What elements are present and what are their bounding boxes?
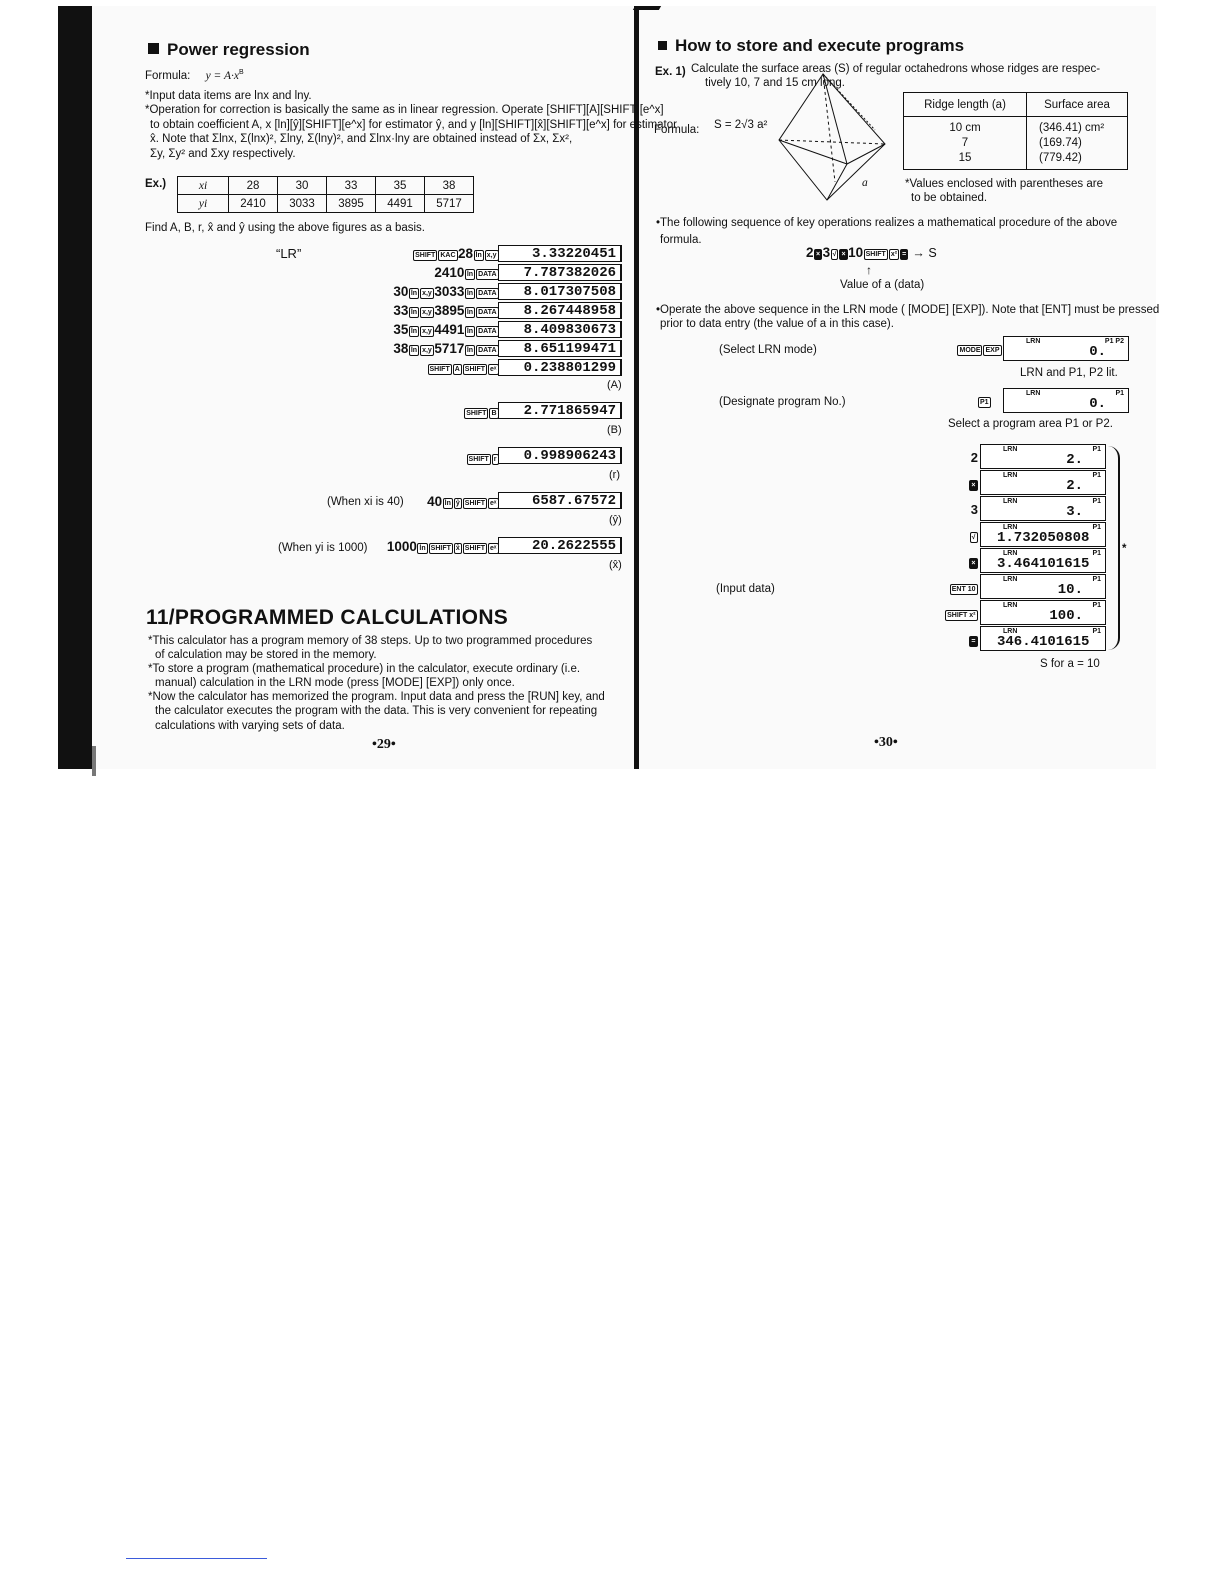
key-sequence-3: 30 ln x,y 3033 ln DATA bbox=[393, 284, 497, 299]
note-correction-line-2: to obtain coefficient A, x [ln][ŷ][SHIFT][e^x] for estimator ŷ, and y [ln][SHIFT][x̂][SHIFT][e^x] for estimator bbox=[150, 119, 677, 131]
display-value: 346.4101615 bbox=[997, 634, 1090, 650]
formula-label-right: Formula: bbox=[654, 124, 700, 136]
chapter-line-3: *To store a program (mathematical procedure) in the calculator, execute ordinary (i.e. bbox=[148, 663, 581, 675]
lrn-indicator: LRN bbox=[1026, 390, 1041, 397]
display-result-r: 0.998906243 bbox=[498, 447, 622, 464]
display-result-2: 7.787382026 bbox=[498, 264, 622, 281]
display-value: 2. bbox=[1066, 478, 1083, 494]
lrn-indicator: LRN bbox=[1003, 550, 1018, 557]
value-of-a-label: Value of a (data) bbox=[840, 279, 925, 291]
key-digits: 4491 bbox=[434, 322, 465, 337]
p1-key: P1 bbox=[979, 399, 989, 406]
section-title-store-execute bbox=[658, 36, 964, 56]
tag-b: (B) bbox=[607, 424, 622, 436]
surface-formula: S = 2√3 a² bbox=[714, 119, 768, 131]
display-value: 1.732050808 bbox=[997, 530, 1090, 546]
sequence-note-line-2: formula. bbox=[660, 234, 702, 246]
display-result-3: 8.017307508 bbox=[498, 283, 622, 300]
area-value: (169.74) bbox=[1039, 137, 1082, 149]
shift-square-key: SHIFT x² bbox=[947, 612, 976, 619]
header-surface-area: Surface area bbox=[1027, 93, 1128, 117]
key-sequence-xhat: 1000 ln SHIFT x̂ SHIFT eˣ bbox=[386, 539, 497, 554]
page-number-left: •29• bbox=[372, 737, 396, 752]
table-cell: 3033 bbox=[278, 195, 327, 213]
key-sequence-r: SHIFT r bbox=[468, 456, 497, 463]
key-digits: 2410 bbox=[434, 265, 465, 280]
multiply-key: × bbox=[971, 482, 976, 489]
table-cell: 30 bbox=[278, 177, 327, 195]
ent-key: ENT 10 bbox=[951, 586, 976, 593]
ridge-value: 10 cm bbox=[949, 122, 981, 134]
sequence-note-line-1: •The following sequence of key operations realizes a mathematical procedure of the above bbox=[656, 217, 1118, 229]
ridge-table bbox=[903, 92, 1128, 170]
table-row-y bbox=[178, 195, 474, 213]
key-digits: 5717 bbox=[434, 341, 465, 356]
program-indicator: P1 bbox=[1092, 446, 1101, 453]
find-instruction: Find A, B, r, x̂ and ŷ using the above figures as a basis. bbox=[145, 222, 425, 234]
step-key-6 bbox=[932, 580, 978, 595]
note-correction-line-3: x̂. Note that Σlnx, Σ(lnx)², Σlny, Σ(lny)², and Σlnx·lny are obtained instead of Σx, Σx², bbox=[150, 133, 573, 145]
table-cell: 3895 bbox=[327, 195, 376, 213]
key-sequence-formula: 2 × 3 √ × 10 SHIFT x² = → S bbox=[806, 245, 937, 260]
program-display-5 bbox=[980, 548, 1106, 573]
lr-mode-label: “LR” bbox=[276, 246, 302, 261]
chapter-line-2: of calculation may be stored in the memory. bbox=[155, 649, 377, 661]
table-cell: 5717 bbox=[425, 195, 474, 213]
octahedron-hidden-edge bbox=[823, 74, 835, 182]
area-values-cell bbox=[1027, 117, 1128, 170]
lrn-indicator: LRN bbox=[1003, 472, 1018, 479]
example-1-label: Ex. 1) bbox=[655, 66, 686, 78]
data-table bbox=[177, 176, 474, 213]
key-digits: 28 bbox=[458, 246, 474, 261]
bullet-square-icon bbox=[658, 41, 667, 50]
display-result-5: 8.409830673 bbox=[498, 321, 622, 338]
input-data-label: (Input data) bbox=[716, 583, 775, 595]
chapter-line-7: calculations with varying sets of data. bbox=[155, 720, 345, 732]
program-indicator: P1 P2 bbox=[1104, 338, 1124, 345]
program-indicator: P1 bbox=[1115, 390, 1124, 397]
program-indicator: P1 bbox=[1092, 628, 1101, 635]
program-indicator: P1 bbox=[1092, 524, 1101, 531]
program-display-2 bbox=[980, 470, 1106, 495]
table-cell: 38 bbox=[425, 177, 474, 195]
key-sequence-yhat: 40 ln ŷ SHIFT eˣ bbox=[427, 494, 497, 509]
formula-exponent: B bbox=[239, 69, 244, 76]
program-indicator: P1 bbox=[1092, 472, 1101, 479]
section-title-text: How to store and execute programs bbox=[675, 36, 965, 55]
ridge-value: 7 bbox=[961, 137, 969, 149]
octahedron-edge bbox=[827, 164, 847, 200]
lrn-indicator: LRN bbox=[1003, 446, 1018, 453]
key-sequence-5: 35 ln x,y 4491 ln DATA bbox=[393, 322, 497, 337]
header-ridge-length: Ridge length (a) bbox=[904, 93, 1027, 117]
step-key-8 bbox=[932, 632, 978, 647]
octahedron-hidden-edge bbox=[779, 140, 885, 144]
tag-a: (A) bbox=[607, 379, 622, 391]
program-indicator: P1 bbox=[1092, 602, 1101, 609]
key-digits: 3033 bbox=[434, 284, 465, 299]
lrn-indicator: LRN bbox=[1003, 628, 1018, 635]
select-lrn-label: (Select LRN mode) bbox=[719, 344, 817, 356]
display-value: 3.464101615 bbox=[997, 556, 1090, 572]
s-for-a-note: S for a = 10 bbox=[1040, 658, 1100, 670]
key-digits: 3 bbox=[822, 245, 831, 260]
operate-line-1: •Operate the above sequence in the LRN mode ( [MODE] [EXP]). Note that [ENT] must be pressed bbox=[656, 304, 1160, 316]
when-x-label: (When xi is 40) bbox=[327, 496, 404, 508]
lrn-indicator: LRN bbox=[1003, 524, 1018, 531]
program-indicator: P1 bbox=[1092, 550, 1101, 557]
display-result-b: 2.771865947 bbox=[498, 402, 622, 419]
binding-notch bbox=[92, 746, 96, 776]
section-title-text: Power regression bbox=[167, 40, 310, 59]
display-value: 0. bbox=[1089, 396, 1106, 412]
table-row bbox=[904, 117, 1128, 170]
key-digits: 2 bbox=[806, 245, 814, 260]
display-value: 10. bbox=[1057, 582, 1083, 598]
select-area-note: Select a program area P1 or P2. bbox=[948, 418, 1113, 430]
up-arrow-icon: ↑ bbox=[866, 263, 872, 277]
chapter-line-1: *This calculator has a program memory of 38 steps. Up to two programmed procedures bbox=[148, 635, 593, 647]
display-result-yhat: 6587.67572 bbox=[498, 492, 622, 509]
display-result-a: 0.238801299 bbox=[498, 359, 622, 376]
program-display-3 bbox=[980, 496, 1106, 521]
note-correction-line-1: *Operation for correction is basically the same as in linear regression. Operate [SHIFT][A][SHIFT][e^x] bbox=[145, 104, 664, 116]
octahedron-outline bbox=[779, 74, 885, 200]
when-y-label: (When yi is 1000) bbox=[278, 542, 368, 554]
step-key-3: 3 bbox=[970, 502, 978, 517]
chapter-line-5: *Now the calculator has memorized the program. Input data and press the [RUN] key, and bbox=[148, 691, 605, 703]
tag-xhat: (x̂) bbox=[609, 559, 622, 571]
table-row-x bbox=[178, 177, 474, 195]
example-1-line-2: tively 10, 7 and 15 cm long. bbox=[705, 77, 845, 89]
note-correction-line-4: Σy, Σy² and Σxy respectively. bbox=[150, 148, 296, 160]
bracket-mark: * bbox=[1122, 543, 1127, 555]
key-digits: 1000 bbox=[386, 539, 417, 554]
lrn-indicator: LRN bbox=[1003, 602, 1018, 609]
key-sequence-b: SHIFT B bbox=[466, 410, 497, 417]
key-digits: 10 bbox=[848, 245, 864, 260]
program-display-1 bbox=[980, 444, 1106, 469]
footer-rule bbox=[126, 1558, 267, 1559]
lrn-lit-note: LRN and P1, P2 lit. bbox=[1020, 367, 1118, 379]
table-cell: 33 bbox=[327, 177, 376, 195]
lrn-display-mode bbox=[1003, 336, 1129, 361]
row-label-xi: xi bbox=[178, 177, 229, 195]
chapter-line-4: manual) calculation in the LRN mode (press [MODE] [EXP]) only once. bbox=[155, 677, 515, 689]
key-sequence-1: SHIFT KAC 28 ln x,y bbox=[415, 246, 497, 261]
operate-line-2: prior to data entry (the value of a in this case). bbox=[660, 318, 894, 330]
page-number-right: •30• bbox=[874, 735, 898, 750]
ridge-value: 15 bbox=[958, 152, 972, 164]
equals-key: = bbox=[971, 638, 976, 645]
key-digits: 3895 bbox=[434, 303, 465, 318]
area-value: (346.41) cm² bbox=[1039, 122, 1105, 134]
figure-label-a: a bbox=[862, 177, 868, 189]
key-digits: 35 bbox=[393, 322, 409, 337]
example-1-line-1: Calculate the surface areas (S) of regular octahedrons whose ridges are respec- bbox=[691, 63, 1101, 75]
designate-label: (Designate program No.) bbox=[719, 396, 846, 408]
formula: y = A·x bbox=[205, 69, 239, 82]
step-key-1: 2 bbox=[970, 450, 978, 465]
step-key-2 bbox=[932, 476, 978, 491]
key-sequence-7: SHIFT A SHIFT eˣ bbox=[429, 366, 497, 373]
display-value: 2. bbox=[1066, 452, 1083, 468]
key-sequence-2: 2410 ln DATA bbox=[434, 265, 497, 280]
area-value: (779.42) bbox=[1039, 152, 1082, 164]
chapter-title: 11/PROGRAMMED CALCULATIONS bbox=[146, 606, 509, 629]
chapter-line-6: the calculator executes the program with the data. This is very convenient for repeating bbox=[155, 705, 598, 717]
key-sequence-4: 33 ln x,y 3895 ln DATA bbox=[393, 303, 497, 318]
mode-exp-keys: MODE EXP bbox=[959, 347, 1000, 354]
program-bracket bbox=[1108, 446, 1120, 650]
table-cell: 35 bbox=[376, 177, 425, 195]
lrn-indicator: LRN bbox=[1026, 338, 1041, 345]
key-sequence-6: 38 ln x,y 5717 ln DATA bbox=[393, 341, 497, 356]
section-title-power-regression bbox=[148, 40, 310, 60]
ridge-values-cell bbox=[904, 117, 1027, 170]
formula-label: Formula: bbox=[145, 69, 191, 82]
sequence-result-label: → S bbox=[912, 246, 937, 260]
tag-r: (r) bbox=[609, 469, 620, 481]
program-display-6 bbox=[980, 574, 1106, 599]
program-display-7 bbox=[980, 600, 1106, 625]
program-display-8 bbox=[980, 626, 1106, 651]
multiply-key: × bbox=[971, 560, 976, 567]
table-header-row bbox=[904, 93, 1128, 117]
key-digits: 40 bbox=[427, 494, 443, 509]
program-indicator: P1 bbox=[1092, 498, 1101, 505]
values-note-line-2: to be obtained. bbox=[911, 192, 988, 204]
lrn-display-p1 bbox=[1003, 388, 1129, 413]
key-digits: 38 bbox=[393, 341, 409, 356]
program-indicator: P1 bbox=[1092, 576, 1101, 583]
note-input-data: *Input data items are lnx and lny. bbox=[145, 90, 312, 102]
lrn-indicator: LRN bbox=[1003, 576, 1018, 583]
table-cell: 2410 bbox=[229, 195, 278, 213]
octahedron-edge bbox=[847, 144, 885, 164]
lrn-indicator: LRN bbox=[1003, 498, 1018, 505]
display-result-xhat: 20.2622555 bbox=[498, 537, 622, 554]
table-cell: 28 bbox=[229, 177, 278, 195]
step-key-7 bbox=[932, 606, 978, 621]
table-cell: 4491 bbox=[376, 195, 425, 213]
row-label-yi: yi bbox=[178, 195, 229, 213]
bullet-square-icon bbox=[148, 43, 159, 54]
display-result-6: 8.651199471 bbox=[498, 340, 622, 357]
key-digits: 33 bbox=[393, 303, 409, 318]
values-note-line-1: *Values enclosed with parentheses are bbox=[905, 178, 1103, 190]
display-result-1: 3.33220451 bbox=[498, 245, 622, 262]
display-result-4: 8.267448958 bbox=[498, 302, 622, 319]
page-divider-hook bbox=[633, 6, 661, 10]
display-value: 0. bbox=[1089, 344, 1106, 360]
key-digits: 30 bbox=[393, 284, 409, 299]
example-label: Ex.) bbox=[145, 178, 167, 190]
octahedron-figure bbox=[775, 72, 890, 204]
step-key-4 bbox=[932, 528, 978, 543]
display-value: 100. bbox=[1049, 608, 1083, 624]
formula-line bbox=[145, 66, 244, 83]
program-display-4 bbox=[980, 522, 1106, 547]
step-key-5 bbox=[932, 554, 978, 569]
display-value: 3. bbox=[1066, 504, 1083, 520]
sqrt-key: √ bbox=[971, 534, 976, 541]
left-binding-edge bbox=[58, 6, 92, 769]
tag-yhat: (ŷ) bbox=[609, 514, 622, 526]
